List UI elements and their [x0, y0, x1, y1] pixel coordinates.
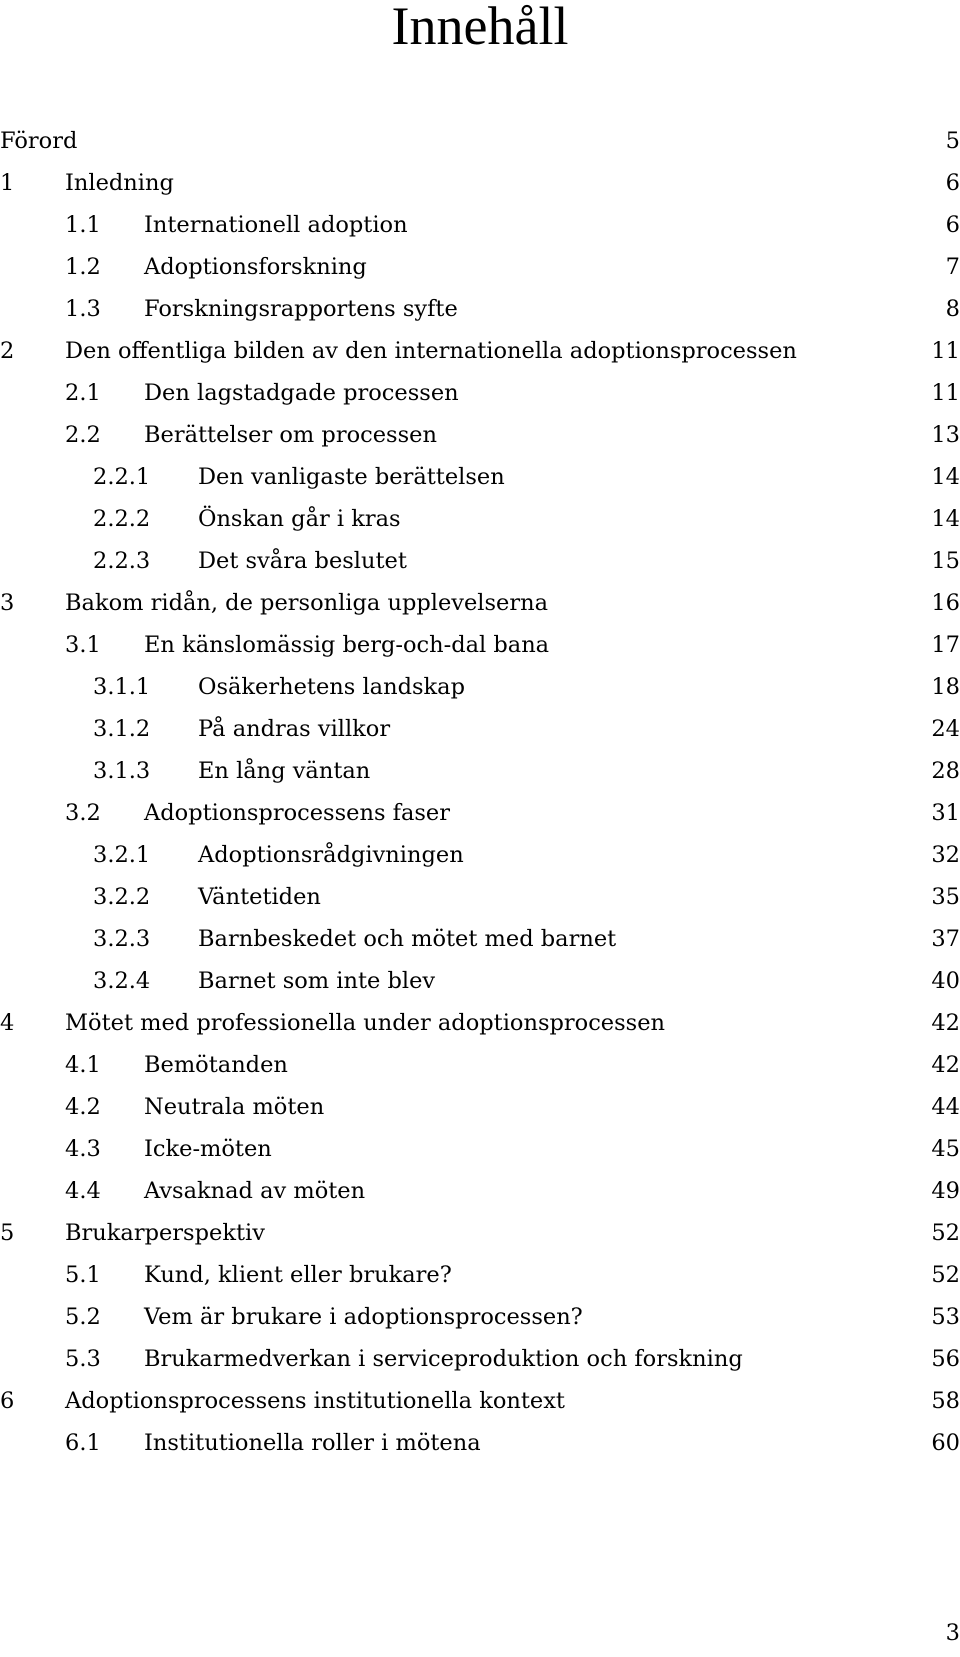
toc-entry[interactable]	[0, 209, 960, 251]
toc-entry-number: 1	[0, 170, 15, 196]
toc-entry-title: Den offentliga bilden av den internationella adoptionsprocessen	[65, 338, 797, 364]
toc-entry[interactable]	[0, 965, 960, 1007]
toc-entry[interactable]	[0, 713, 960, 755]
toc-entry-page: 32	[931, 842, 960, 868]
toc-entry-page: 6	[945, 170, 960, 196]
toc-entry[interactable]	[0, 881, 960, 923]
toc-entry-number: 5.1	[65, 1262, 101, 1288]
toc-entry[interactable]	[0, 797, 960, 839]
toc-entry-page: 49	[931, 1178, 960, 1204]
toc-entry-number: 3.2.4	[93, 968, 151, 994]
toc-entry-title: Inledning	[65, 170, 174, 196]
toc-entry-title: Osäkerhetens landskap	[198, 674, 465, 700]
toc-entry-page: 14	[931, 464, 960, 490]
toc-entry-title: Neutrala möten	[144, 1094, 325, 1120]
toc-entry[interactable]	[0, 629, 960, 671]
toc-entry-title: Berättelser om processen	[144, 422, 437, 448]
toc-entry-page: 28	[931, 758, 960, 784]
toc-entry[interactable]	[0, 1385, 960, 1427]
toc-entry[interactable]	[0, 1427, 960, 1469]
toc-entry[interactable]	[0, 293, 960, 335]
toc-entry-page: 16	[931, 590, 960, 616]
toc-entry[interactable]	[0, 167, 960, 209]
toc-entry-page: 42	[931, 1010, 960, 1036]
toc-entry-title: Mötet med professionella under adoptionsprocessen	[65, 1010, 666, 1036]
toc-entry[interactable]	[0, 1301, 960, 1343]
toc-entry-page: 13	[931, 422, 960, 448]
toc-entry-page: 58	[931, 1388, 960, 1414]
toc-entry-title: Adoptionsprocessens institutionella kontext	[65, 1388, 565, 1414]
toc-entry-title: En känslomässig berg-och-dal bana	[144, 632, 550, 658]
toc-entry-number: 2.2.3	[93, 548, 151, 574]
toc-entry-title: Brukarmedverkan i serviceproduktion och forskning	[144, 1346, 743, 1372]
toc-entry-title: Icke-möten	[144, 1136, 272, 1162]
toc-entry-page: 45	[931, 1136, 960, 1162]
toc-entry-title: Barnbeskedet och mötet med barnet	[198, 926, 617, 952]
toc-entry-number: 2.1	[65, 380, 101, 406]
toc-entry-page: 17	[931, 632, 960, 658]
toc-entry-page: 18	[931, 674, 960, 700]
toc-entry-number: 3.2	[65, 800, 101, 826]
toc-entry-number: 5	[0, 1220, 15, 1246]
toc-entry-number: 3.1	[65, 632, 101, 658]
toc-entry-page: 42	[931, 1052, 960, 1078]
toc-entry[interactable]	[0, 125, 960, 167]
toc-entry[interactable]	[0, 251, 960, 293]
toc-entry-page: 5	[945, 128, 960, 154]
toc-entry-title: Den vanligaste berättelsen	[198, 464, 505, 490]
toc-entry[interactable]	[0, 1217, 960, 1259]
toc-entry-number: 6	[0, 1388, 15, 1414]
toc-entry-title: Barnet som inte blev	[198, 968, 436, 994]
toc-entry[interactable]	[0, 1175, 960, 1217]
toc-entry-title: Önskan går i kras	[198, 506, 401, 532]
toc-entry[interactable]	[0, 1007, 960, 1049]
toc-entry-title: Adoptionsrådgivningen	[198, 842, 464, 868]
toc-entry-page: 60	[931, 1430, 960, 1456]
toc-entry[interactable]	[0, 461, 960, 503]
toc-entry-page: 56	[931, 1346, 960, 1372]
toc-entry-title: En lång väntan	[198, 758, 371, 784]
toc-entry-number: 4.1	[65, 1052, 101, 1078]
toc-entry-page: 8	[945, 296, 960, 322]
toc-entry[interactable]	[0, 923, 960, 965]
toc-entry-number: 3.2.1	[93, 842, 151, 868]
toc-entry-title: Bemötanden	[144, 1052, 288, 1078]
page-title: Innehåll	[391, 0, 569, 56]
toc-entry-title: Avsaknad av möten	[144, 1178, 366, 1204]
toc-entry-title: Det svåra beslutet	[198, 548, 407, 574]
toc-entry-number: 1.3	[65, 296, 101, 322]
toc-entry-number: 3	[0, 590, 15, 616]
toc-entry-page: 14	[931, 506, 960, 532]
toc-entry-number: 1.1	[65, 212, 101, 238]
toc-entry[interactable]	[0, 545, 960, 587]
toc-entry-number: 3.2.2	[93, 884, 151, 910]
toc-entry[interactable]	[0, 1091, 960, 1133]
toc-entry-page: 44	[931, 1094, 960, 1120]
toc-entry-page: 52	[931, 1220, 960, 1246]
toc-entry-number: 2.2	[65, 422, 101, 448]
toc-entry-number: 3.1.2	[93, 716, 151, 742]
toc-entry[interactable]	[0, 671, 960, 713]
page-number: 3	[945, 1620, 960, 1646]
toc-entry-number: 4.4	[65, 1178, 101, 1204]
toc-entry[interactable]	[0, 377, 960, 419]
toc-entry[interactable]	[0, 1049, 960, 1091]
toc-entry-page: 53	[931, 1304, 960, 1330]
toc-entry-title: Adoptionsprocessens faser	[144, 800, 451, 826]
toc-entry-title: Adoptionsforskning	[144, 254, 367, 280]
toc-entry-page: 15	[931, 548, 960, 574]
toc-entry-number: 4.3	[65, 1136, 101, 1162]
toc-entry-page: 24	[931, 716, 960, 742]
toc-entry-title: Den lagstadgade processen	[144, 380, 459, 406]
toc-entry-title: Institutionella roller i mötena	[144, 1430, 481, 1456]
toc-entry[interactable]	[0, 839, 960, 881]
toc-entry-number: 1.2	[65, 254, 101, 280]
toc-entry-number: 2.2.1	[93, 464, 151, 490]
toc-entry-number: 5.3	[65, 1346, 101, 1372]
toc-entry-page: 7	[945, 254, 960, 280]
toc-entry-title: Vem är brukare i adoptionsprocessen?	[144, 1304, 583, 1330]
toc-entry-page: 11	[931, 338, 960, 364]
toc-entry-number: 4.2	[65, 1094, 101, 1120]
toc-entry-title: Kund, klient eller brukare?	[144, 1262, 452, 1288]
toc-entry-title: Forskningsrapportens syfte	[144, 296, 458, 322]
toc-entry[interactable]	[0, 1133, 960, 1175]
toc-entry-page: 35	[931, 884, 960, 910]
toc-entry-number: 3.1.1	[93, 674, 151, 700]
toc-entry-page: 40	[931, 968, 960, 994]
toc-entry[interactable]	[0, 1259, 960, 1301]
toc-entry[interactable]	[0, 419, 960, 461]
toc-entry[interactable]	[0, 755, 960, 797]
toc-entry-number: 3.1.3	[93, 758, 151, 784]
toc-entry-title: Bakom ridån, de personliga upplevelserna	[65, 590, 549, 616]
toc-entry-number: 4	[0, 1010, 15, 1036]
toc-entry-title: Förord	[0, 128, 78, 154]
toc-entry-title: Väntetiden	[198, 884, 321, 910]
toc-entry-number: 6.1	[65, 1430, 101, 1456]
toc-entry-page: 31	[931, 800, 960, 826]
toc-entry-page: 6	[945, 212, 960, 238]
toc-entry-number: 5.2	[65, 1304, 101, 1330]
toc-entry-number: 3.2.3	[93, 926, 151, 952]
toc-entry-page: 37	[931, 926, 960, 952]
toc-entry[interactable]	[0, 587, 960, 629]
toc-entry-title: Brukarperspektiv	[65, 1220, 265, 1246]
toc-entry-number: 2.2.2	[93, 506, 151, 532]
toc-entry[interactable]	[0, 1343, 960, 1385]
toc-entry[interactable]	[0, 335, 960, 377]
table-of-contents	[0, 125, 960, 1469]
toc-entry-page: 52	[931, 1262, 960, 1288]
toc-entry-title: Internationell adoption	[144, 212, 408, 238]
toc-entry-title: På andras villkor	[198, 716, 391, 742]
toc-entry[interactable]	[0, 503, 960, 545]
toc-entry-page: 11	[931, 380, 960, 406]
toc-entry-number: 2	[0, 338, 15, 364]
